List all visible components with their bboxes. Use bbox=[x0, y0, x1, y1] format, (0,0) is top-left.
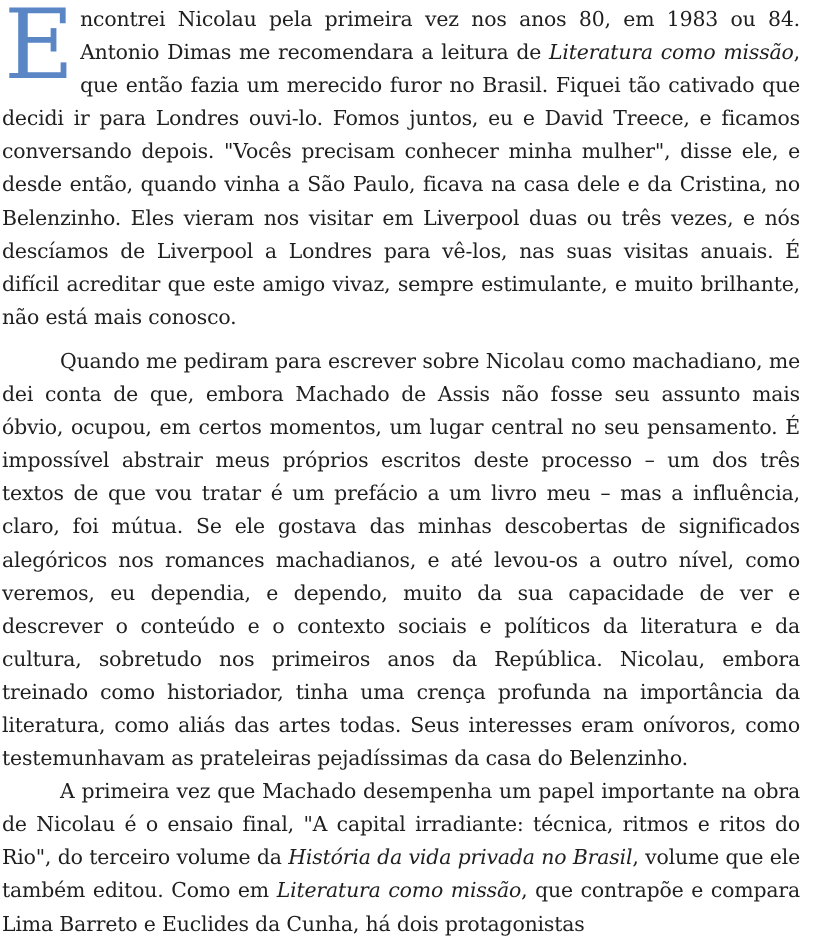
paragraph-capital-text-2: , volume que ele também editou. Como em bbox=[2, 845, 800, 903]
paragraph-capital-text-1: A primeira vez que Machado desempenha um papel importante na obra de Nicolau é o ensaio final, "A capital irradiante: técnica, ritmos e ritos do Rio", do terceiro volume da bbox=[2, 779, 800, 870]
paragraph-intro-text-1: ncontrei Nicolau pela primeira vez nos anos 80, em 1983 ou 84. Antonio Dimas me recomendara a leitura de bbox=[80, 7, 800, 65]
paragraph-intro-text-2: , que então fazia um merecido furor no Brasil. Fiquei tão cativado que decidi ir para Londres ouvi-lo. Fomos juntos, eu e David Treece, e ficamos conversando depois. "Vocês precisam conhecer minha mulher", disse ele, e desde então, quando vinha a São Paulo, ficava na casa dele e da Cristina, no Belenzinho. Eles vieram nos visitar em Liverpool duas ou três vezes, e nós descíamos de Liverpool a Londres para vê-los, nas suas visitas anuais. É difícil acreditar que este amigo vivaz, sempre estimulante, e muito brilhante, não está mais conosco. bbox=[2, 40, 800, 329]
drop-cap: E bbox=[4, 0, 75, 101]
paragraph-intro bbox=[2, 0, 800, 334]
book-title-literatura-como-missao: Literatura como missão bbox=[548, 40, 794, 65]
book-title-historia-vida-privada: História da vida privada no Brasil bbox=[288, 845, 633, 870]
paragraph-machadiano-text: Quando me pediram para escrever sobre Nicolau como machadiano, me dei conta de que, embora Machado de Assis não fosse seu assunto mais óbvio, ocupou, em certos momentos, um lugar central no seu pensamento. É impossível abstrair meus próprios escritos deste processo – um dos três textos de que vou tratar é um prefácio a um livro meu – mas a influência, claro, foi mútua. Se ele gostava das minhas descobertas de significados alegóricos nos romances machadianos, e até levou-os a outro nível, como veremos, eu dependia, e dependo, muito da sua capacidade de ver e descrever o conteúdo e o contexto sociais e políticos da literatura e da cultura, sobretudo nos primeiros anos da República. Nicolau, embora treinado como historiador, tinha uma crença profunda na importância da literatura, como aliás das artes todas. Seus interesses eram onívoros, como testemunhavam as prateleiras pejadíssimas da casa do Belenzinho. bbox=[2, 348, 800, 771]
paragraph-capital-irradiante bbox=[2, 775, 800, 940]
paragraph-capital-text-3: , que contrapõe e compara Lima Barreto e Euclides da Cunha, há dois protagonistas bbox=[2, 878, 800, 936]
book-title-literatura-como-missao-2: Literatura como missão bbox=[276, 878, 522, 903]
paragraph-machadiano bbox=[2, 345, 800, 775]
